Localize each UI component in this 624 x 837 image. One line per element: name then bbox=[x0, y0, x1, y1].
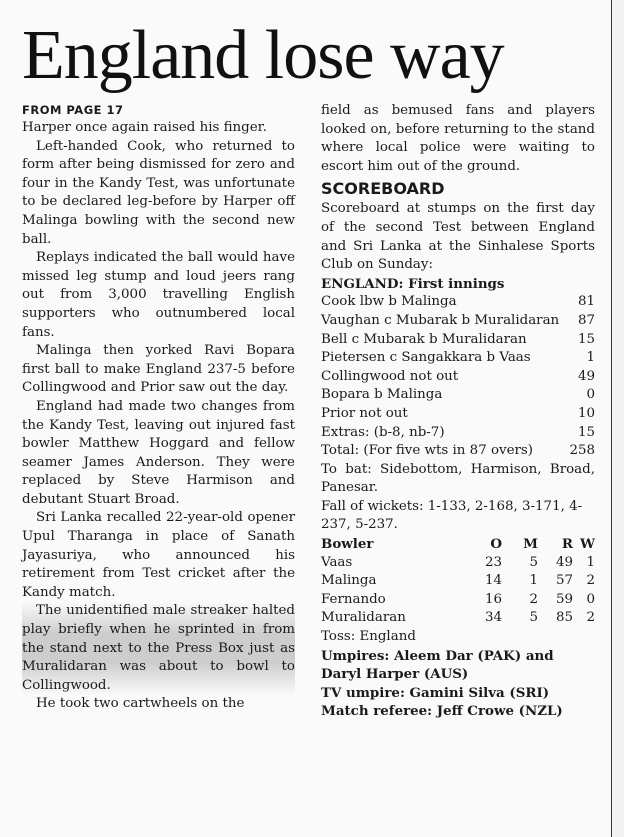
article-paragraph: The unidentified male streaker halted play briefly when he sprinted in from the stand next to the Press Box just as Muralidaran was about to bowl to Collingwood. bbox=[22, 602, 295, 695]
bowling-header bbox=[321, 535, 595, 554]
wickets: 0 bbox=[586, 591, 595, 607]
wickets: 2 bbox=[586, 573, 595, 589]
innings-header: ENGLAND: First innings bbox=[321, 275, 505, 292]
match-referee: Match referee: Jeff Crowe (NZL) bbox=[321, 703, 563, 720]
overs: 23 bbox=[484, 554, 502, 570]
headline: England lose way bbox=[22, 17, 504, 94]
toss: Toss: England bbox=[321, 629, 416, 645]
article-paragraph: England had made two changes from the Kandy Test, leaving out injured fast bowler Matthew Hoggard and fellow seamer James Anderson. They were replaced by Steve Harmison and debutant Stuart Broad. bbox=[22, 398, 295, 507]
wickets-header: W bbox=[579, 536, 595, 553]
runs: 0 bbox=[586, 387, 595, 403]
bowler: Muralidaran bbox=[321, 610, 406, 626]
article-paragraph: Harper once again raised his finger. bbox=[22, 120, 267, 135]
scoreboard-intro: Scoreboard at stumps on the first day of the second Test between England and Sri Lanka at the Sinhalese Sports Club on Sunday: bbox=[321, 201, 595, 273]
bowling-row bbox=[321, 609, 595, 628]
maidens: 1 bbox=[529, 573, 538, 589]
batsman: Prior not out bbox=[321, 405, 408, 421]
extras-row bbox=[321, 424, 595, 443]
runs-conceded: 57 bbox=[555, 573, 573, 589]
adjacent-column-edge bbox=[613, 0, 624, 837]
runs: 1 bbox=[586, 350, 595, 366]
maidens: 5 bbox=[529, 554, 538, 570]
maidens: 5 bbox=[529, 610, 538, 626]
batting-row bbox=[321, 293, 595, 312]
extras-value: 15 bbox=[577, 424, 595, 440]
overs: 16 bbox=[484, 591, 502, 607]
bowling-row bbox=[321, 591, 595, 610]
article-paragraph: Left-handed Cook, who returned to form after being dismissed for zero and four in the Kandy Test, was unfortunate to be declared leg-before by Harper off Malinga bowling with the second new ball. bbox=[22, 138, 295, 247]
batting-row bbox=[321, 386, 595, 405]
batting-row bbox=[321, 331, 595, 350]
total-row bbox=[321, 442, 595, 461]
runs: 81 bbox=[577, 294, 595, 310]
tv-umpire: TV umpire: Gamini Silva (SRI) bbox=[321, 684, 550, 701]
article-paragraph: Sri Lanka recalled 22-year-old opener Upul Tharanga in place of Sanath Jayasuriya, who announced his retirement from Test cricket after the Kandy match. bbox=[22, 510, 295, 600]
runs: 10 bbox=[577, 405, 595, 421]
bowler: Fernando bbox=[321, 591, 386, 607]
overs: 34 bbox=[484, 610, 502, 626]
wickets: 1 bbox=[586, 554, 595, 570]
bowler: Malinga bbox=[321, 573, 377, 589]
batting-card bbox=[321, 293, 595, 460]
runs: 49 bbox=[577, 368, 595, 384]
maidens-header: M bbox=[523, 536, 538, 553]
runs: 87 bbox=[577, 312, 595, 328]
article-column-left bbox=[22, 102, 295, 714]
batting-row bbox=[321, 312, 595, 331]
article-paragraph: Malinga then yorked Ravi Bopara first ball to make England 237-5 before Collingwood and Prior saw out the day. bbox=[22, 343, 295, 396]
umpires: Umpires: Aleem Dar (PAK) and Daryl Harper (AUS) bbox=[321, 647, 554, 683]
wickets: 2 bbox=[586, 610, 595, 626]
runs-conceded: 59 bbox=[555, 591, 573, 607]
scoreboard-title: SCOREBOARD bbox=[321, 179, 445, 199]
total-label: Total: (For five wts in 87 overs) bbox=[321, 443, 534, 459]
maidens: 2 bbox=[529, 591, 538, 607]
overs-header: O bbox=[490, 536, 502, 553]
overs: 14 bbox=[484, 573, 502, 589]
runs: 15 bbox=[577, 331, 595, 347]
total-value: 258 bbox=[569, 443, 595, 459]
extras-label: Extras: (b-8, nb-7) bbox=[321, 424, 445, 440]
article-continuation: field as bemused fans and players looked on, before returning to the stand where local police were waiting to escort him out of the ground. bbox=[321, 103, 595, 174]
article-column-right bbox=[321, 102, 595, 721]
fall-of-wickets: Fall of wickets: 1-133, 2-168, 3-171, 4-237, 5-237. bbox=[321, 498, 583, 533]
batsman: Cook lbw b Malinga bbox=[321, 294, 457, 310]
batsman: Collingwood not out bbox=[321, 368, 459, 384]
runs-header: R bbox=[561, 536, 573, 553]
to-bat: To bat: Sidebottom, Harmison, Broad, Panesar. bbox=[321, 461, 595, 496]
batsman: Vaughan c Mubarak b Muralidaran bbox=[321, 312, 560, 328]
column-divider bbox=[611, 0, 612, 837]
bowling-row bbox=[321, 554, 595, 573]
bowler: Vaas bbox=[321, 554, 353, 570]
batting-row bbox=[321, 349, 595, 368]
article-paragraph: Replays indicated the ball would have missed leg stump and loud jeers rang out from 3,000 travelling English supporters who outnumbered local fans. bbox=[22, 250, 295, 340]
from-page-label: FROM PAGE 17 bbox=[22, 103, 124, 117]
bowling-row bbox=[321, 572, 595, 591]
article-paragraph: He took two cartwheels on the bbox=[36, 696, 245, 712]
bowling-card bbox=[321, 535, 595, 628]
batting-row bbox=[321, 368, 595, 387]
batsman: Bell c Mubarak b Muralidaran bbox=[321, 331, 527, 347]
batsman: Pietersen c Sangakkara b Vaas bbox=[321, 350, 531, 366]
runs-conceded: 85 bbox=[555, 610, 573, 626]
batting-row bbox=[321, 405, 595, 424]
batsman: Bopara b Malinga bbox=[321, 387, 443, 403]
bowler-header: Bowler bbox=[321, 536, 374, 553]
runs-conceded: 49 bbox=[555, 554, 573, 570]
